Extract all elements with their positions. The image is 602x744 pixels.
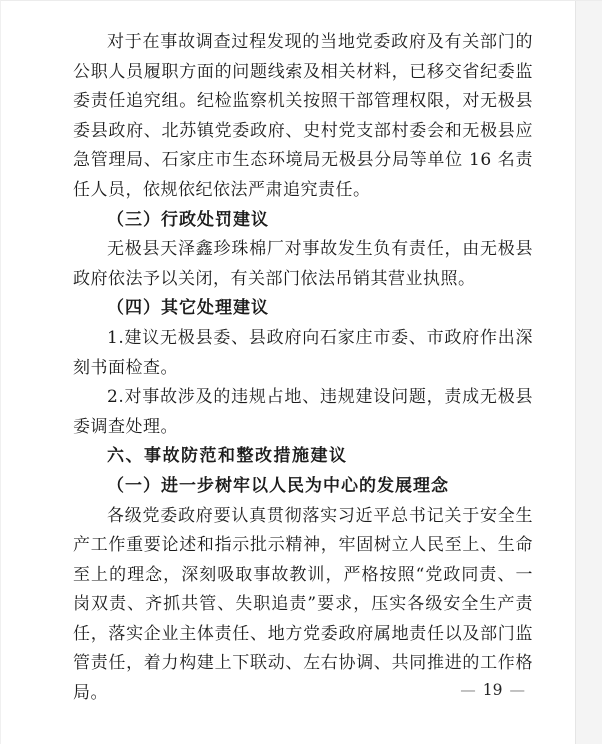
page-number: [73, 680, 525, 700]
heading-other-handling: （四）其它处理建议: [107, 298, 269, 319]
heading-administrative-penalty: （三）行政处罚建议: [107, 209, 269, 230]
heading-people-centered-development: （一）进一步树牢以人民为中心的发展理念: [107, 475, 449, 496]
paragraph-written-review: 1.建议无极县委、县政府向石家庄市委、市政府作出深刻书面检查。: [73, 327, 533, 378]
paragraph-implementation-requirements: 各级党委政府要认真贯彻落实习近平总书记关于安全生产工作重要论述和指示批示精神，牢固树立人民至上、生命至上的理念，深刻吸取事故教训，严格按照“党政同责、一岗双责、齐抓共管、失职追责”要求，压实各级安全生产责任，落实企业主体责任、地方党委政府属地责任以及部门监管责任，着力构建上下联动、左右协调、共同推进的工作格局。: [73, 505, 533, 704]
paragraph-factory-closure: 无极县天泽鑫珍珠棉厂对事故发生负有责任，由无极县政府依法予以关闭，有关部门依法吊销其营业执照。: [73, 239, 533, 289]
page-number-value: 19: [482, 681, 503, 699]
page-number-right-dash: —: [509, 681, 525, 699]
paragraph-accountability-referral: 对于在事故调查过程发现的当地党委政府及有关部门的公职人员履职方面的问题线索及相关材料，已移交省纪委监委责任追究组。纪检监察机关按照干部管理权限，对无极县委县政府、北苏镇党委政府、史村党支部村委会和无极县应急管理局、石家庄市生态环境局无极县分局等单位 16 名责任人员，依规依纪依法严肃追究责任。: [73, 32, 533, 200]
document-body: [73, 28, 533, 709]
heading-prevention-and-rectification: 六、事故防范和整改措施建议: [107, 446, 348, 467]
paragraph-land-violation: 2.对事故涉及的违规占地、违规建设问题，责成无极县委调查处理。: [73, 387, 533, 437]
scan-edge-right: [575, 1, 602, 744]
page-number-left-dash: —: [460, 681, 476, 699]
